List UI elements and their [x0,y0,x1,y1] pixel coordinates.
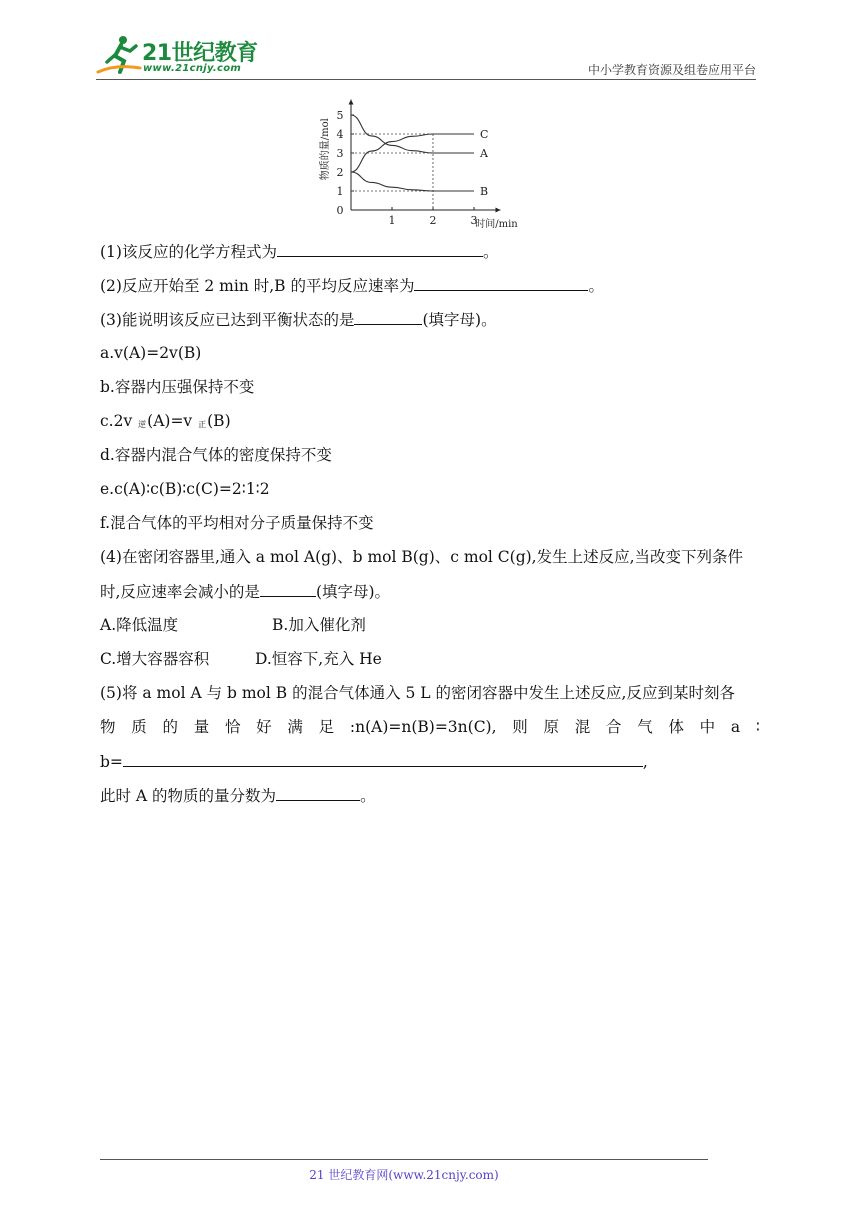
question-1-suffix: 。 [482,243,499,261]
q5-word: 质 [131,718,147,736]
question-5-suffix: 。 [360,787,376,805]
q4-option-C: C.增大容器容积 [100,650,210,668]
logo-text: 21世纪教育 [142,41,258,66]
option-b: b.容器内压强保持不变 [100,378,255,396]
question-2 [100,275,604,296]
q5-word: 中 [699,718,716,736]
q5-word: 体 [668,718,684,736]
question-2-text: (2)反应开始至 2 min 时,B 的平均反应速率为 [100,277,415,295]
question-1 [100,241,498,262]
answer-blank-4[interactable] [260,581,316,597]
option-c-part3: (B) [207,412,231,430]
answer-blank-3[interactable] [354,309,422,325]
y-tick-label: 0 [336,204,344,217]
platform-name: 中小学教育资源及组卷应用平台 [587,63,756,77]
option-c-part2: (A)=v [147,412,198,430]
footer-text[interactable]: 21 世纪教育网(www.21cnjy.com) [309,1168,499,1182]
series-line-b [351,172,474,191]
q5-word: 混 [574,718,591,736]
y-tick-label: 2 [336,166,344,179]
q5-word: 好 [256,718,272,736]
y-tick-label: 3 [336,147,344,160]
question-5-b-label: b= [100,753,123,771]
x-axis-label: 时间/min [475,219,518,230]
q4-option-D: D.恒容下,充入 He [255,650,382,668]
q4-option-A: A.降低温度 [100,616,179,634]
footer-divider [100,1159,708,1160]
q5-word: 的 [162,718,178,736]
question-5-line3-suffix: , [642,753,648,771]
answer-blank-1[interactable] [277,241,483,257]
q5-word: 合 [605,718,622,736]
option-a: a.v(A)=2v(B) [100,344,202,362]
q5-word: 足 [318,718,335,736]
q5-word: 物 [100,718,116,736]
y-axis-arrow-icon [349,100,354,105]
question-3-suffix: (填字母)。 [422,311,497,329]
question-4-line1: (4)在密闭容器里,通入 a mol A(g)、b mol B(g)、c mol C(g),发生上述反应,当改变下列条件 [100,548,744,566]
option-c-part1: c.2v [100,412,138,430]
q5-word: ∶ [755,718,760,736]
y-axis-label: 物质的量/mol [320,118,331,181]
series-label-b: B [480,185,489,198]
question-5-line4 [100,785,376,806]
q5-word: 气 [637,718,653,736]
y-tick-label: 1 [336,185,344,198]
y-tick-label: 5 [336,109,344,122]
option-f: f.混合气体的平均相对分子质量保持不变 [100,514,374,532]
option-c [100,411,231,435]
q5-word: a [730,718,741,736]
q5-word: 满 [287,718,303,736]
q5-word: 量 [193,718,210,736]
q4-option-B: B.加入催化剂 [272,616,366,634]
x-tick-label: 1 [388,214,396,227]
question-4-line2 [100,581,390,602]
y-tick-label: 4 [336,128,344,141]
option-d: d.容器内混合气体的密度保持不变 [100,446,332,464]
answer-blank-2[interactable] [414,275,588,291]
series-label-a: A [480,147,488,160]
q5-word: 恰 [224,718,241,736]
page-header [0,0,860,80]
forward-subscript: 正 [198,420,207,429]
question-1-text: (1)该反应的化学方程式为 [100,243,277,261]
option-e: e.c(A)∶c(B)∶c(C)=2∶1∶2 [100,480,270,498]
amount-vs-time-chart [310,98,550,230]
question-4-suffix: (填字母)。 [315,583,391,601]
q5-word: 则 [512,718,528,736]
x-axis-arrow-icon [496,208,501,213]
q5-word: 原 [543,718,560,736]
reverse-subscript: 逆 [138,420,147,429]
runner-logo-icon [96,34,146,78]
answer-blank-5b[interactable] [276,785,360,801]
question-3-text: (3)能说明该反应已达到平衡状态的是 [100,311,355,329]
question-5-line3 [100,751,648,772]
question-3 [100,309,497,330]
logo-url: www.21cnjy.com [143,63,242,74]
x-tick-label: 3 [470,214,478,227]
answer-blank-5a[interactable] [123,751,643,767]
question-5-line1: (5)将 a mol A 与 b mol B 的混合气体通入 5 L 的密闭容器中发生上述反应,反应到某时刻各 [100,684,735,702]
q5-word: :n(A)=n(B)=3n(C), [349,718,497,736]
question-2-suffix: 。 [588,277,604,295]
header-divider [96,79,756,80]
x-tick-label: 2 [429,214,437,227]
question-5-line2 [100,717,760,737]
question-5-text: 此时 A 的物质的量分数为 [100,787,277,805]
question-4-text: 时,反应速率会减小的是 [100,583,260,601]
series-label-c: C [480,128,489,141]
site-logo[interactable] [96,34,266,78]
